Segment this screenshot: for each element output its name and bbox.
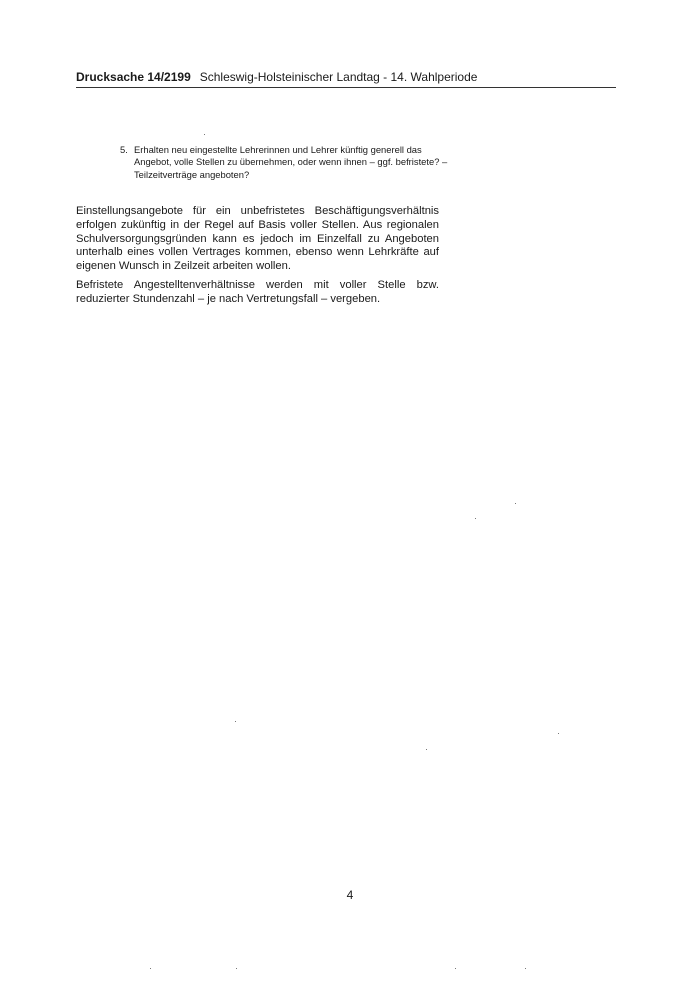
scan-speck (515, 503, 516, 504)
page-header (76, 69, 616, 87)
answer-paragraph: Einstellungsangebote für ein unbefristetes Beschäftigungsverhältnis erfolgen zukünftig in der Regel auf Basis voller Stellen. Aus regionalen Schulversorgungsgründen kann es jedoch im Einzelfall zu Angeboten unterhalb eines vollen Vertrages kommen, ebenso wenn Lehrkräfte auf eigenen Wunsch in Zeilzeit arbeiten wollen. (76, 205, 439, 273)
header-rule (76, 87, 616, 88)
question-item (120, 144, 450, 181)
scan-speck (455, 968, 456, 969)
scan-speck (204, 134, 205, 135)
scan-speck (426, 749, 427, 750)
scan-speck (150, 968, 151, 969)
scan-speck (475, 518, 476, 519)
scan-speck (525, 968, 526, 969)
answer-body (76, 205, 439, 312)
scan-speck (236, 968, 237, 969)
scan-speck (558, 733, 559, 734)
scan-speck (235, 721, 236, 722)
answer-paragraph: Befristete Angestelltenverhältnisse werden mit voller Stelle bzw. reduzierter Stundenzahl – je nach Vertretungsfall – vergeben. (76, 278, 439, 305)
question-number: 5. (120, 144, 128, 155)
page-number: 4 (346, 888, 354, 902)
parliament-title: Schleswig-Holsteinischer Landtag - 14. Wahlperiode (199, 70, 478, 84)
document-number: Drucksache 14/2199 (76, 70, 191, 84)
question-text: Erhalten neu eingestellte Lehrerinnen und Lehrer künftig generell das Angebot, volle Stellen zu übernehmen, oder wenn ihnen – ggf. befristete? – Teilzeitverträge angeboten? (134, 144, 448, 180)
